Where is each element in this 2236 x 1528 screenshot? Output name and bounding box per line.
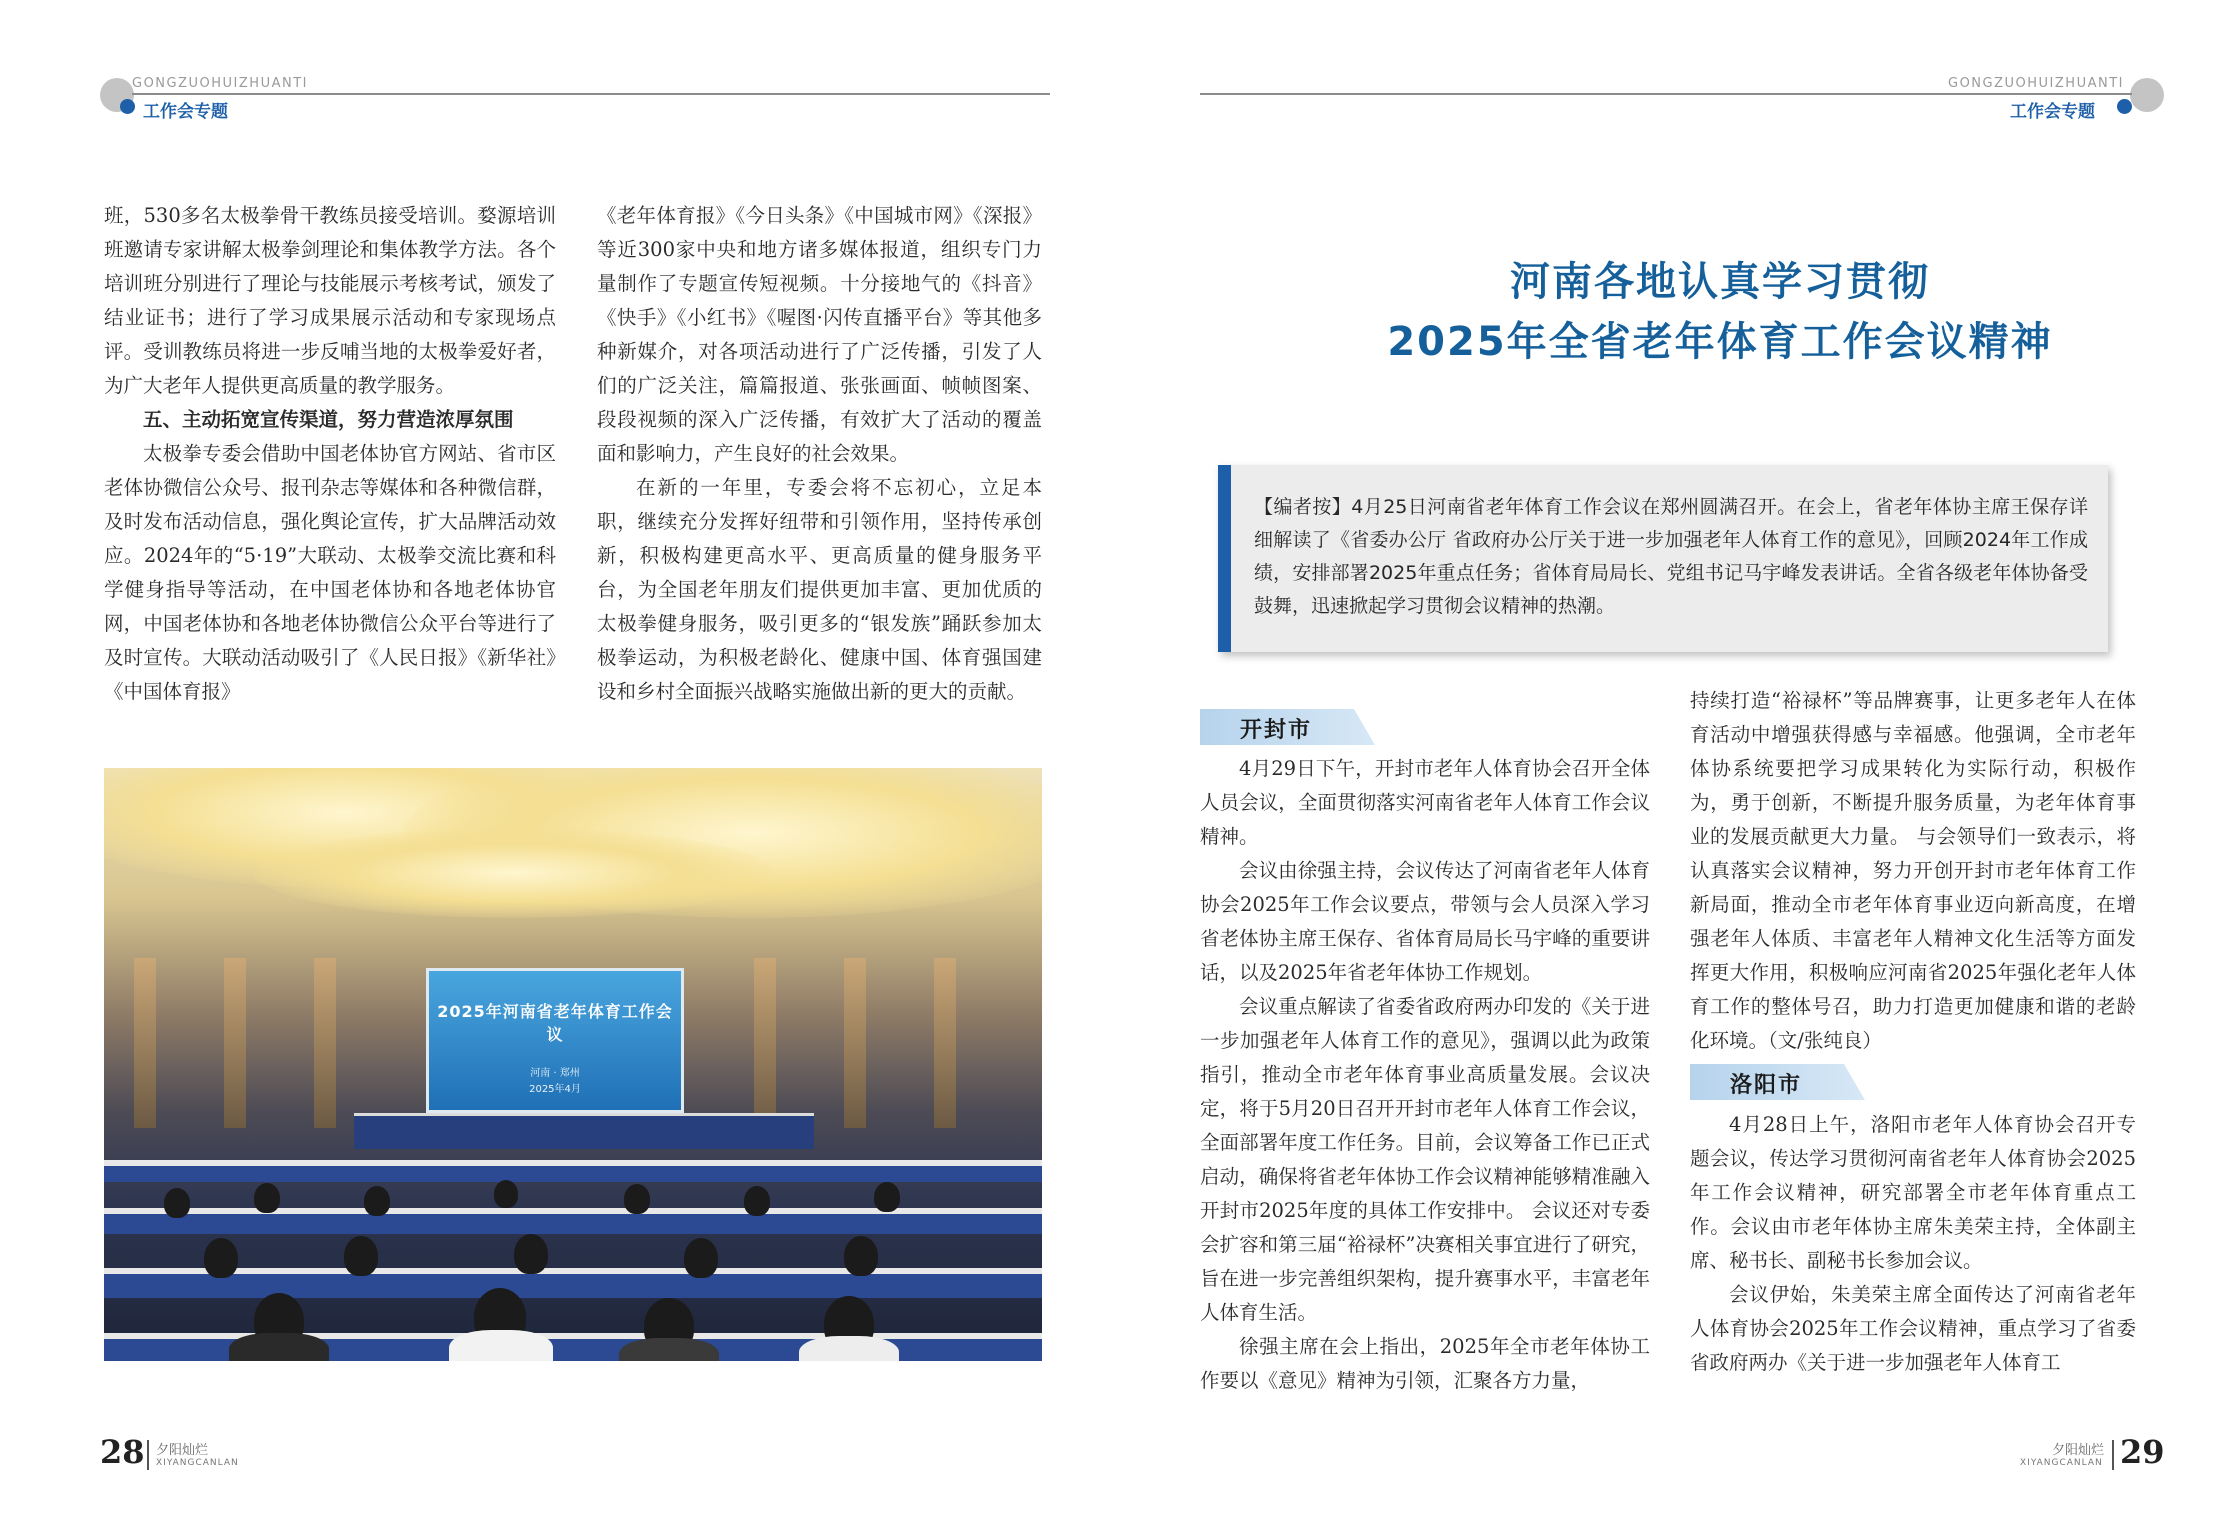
paragraph: 在新的一年里，专委会将不忘初心，立足本职，继续充分发挥好纽带和引领作用，坚持传承创新，积极构建更高水平、更高质量的健身服务平台，为全国老年朋友们提供更加丰富、更加优质的太极拳健身服务，吸引更多的“银发族”踊跃参加太极拳运动，为积极老龄化、健康中国、体育强国建设和乡村全面振兴战略实施做出新的更大的贡献。 bbox=[597, 476, 1042, 703]
wall-pillar bbox=[314, 958, 336, 1128]
header-dot-icon bbox=[2117, 99, 2132, 114]
chandelier bbox=[254, 828, 774, 918]
attendee-shirt bbox=[799, 1336, 899, 1361]
wall-pillar bbox=[844, 958, 866, 1128]
attendee bbox=[874, 1182, 900, 1212]
paragraph: 4月28日上午，洛阳市老年人体育协会召开专题会议，传达学习贯彻河南省老年人体育协会2025年工作会议精神，研究部署全市老年体育重点工作。会议由市老年体协主席朱美荣主持，全体副主席、秘书长、副秘书长参加会议。 bbox=[1690, 1113, 2136, 1272]
magazine-name-pinyin: XIYANGCANLAN bbox=[156, 1458, 239, 1468]
section-title: 工作会专题 bbox=[143, 102, 228, 122]
header-rule bbox=[1200, 93, 2132, 95]
editor-note-accent-bar bbox=[1218, 465, 1231, 652]
header-rule bbox=[132, 93, 1050, 95]
audience-table bbox=[104, 1208, 1042, 1234]
attendee bbox=[744, 1186, 770, 1216]
wall-pillar bbox=[224, 958, 246, 1128]
attendee bbox=[254, 1183, 280, 1213]
attendee bbox=[164, 1188, 190, 1218]
attendee-shirt bbox=[229, 1333, 329, 1361]
wall-pillar bbox=[934, 958, 956, 1128]
city-banner-kaifeng bbox=[1200, 709, 1375, 745]
paragraph: 太极拳专委会借助中国老体协官方网站、省市区老体协微信公众号、报刊杂志等媒体和各种微信群，及时发布活动信息，强化舆论宣传，扩大品牌活动效应。2024年的“5·19”大联动、太极拳交流比赛和科学健身指导等活动，在中国老体协和各地老体协官网，中国老体协和各地老体协微信公众平台等进行了及时宣传。大联动活动吸引了《人民日报》《新华社》《中国体育报》 bbox=[104, 442, 556, 703]
attendee bbox=[844, 1236, 878, 1276]
left-page-column-1 bbox=[104, 199, 556, 709]
header-circle-decoration bbox=[2130, 78, 2164, 112]
podium-table bbox=[354, 1113, 814, 1149]
attendee bbox=[364, 1186, 390, 1216]
header-pinyin: GONGZUOHUIZHUANTI bbox=[1948, 76, 2124, 91]
conference-photo bbox=[104, 768, 1042, 1361]
magazine-name: 夕阳灿烂 bbox=[2052, 1443, 2105, 1458]
city-banner-label: 洛阳市 bbox=[1730, 1073, 1803, 1098]
paragraph: 《老年体育报》《今日头条》《中国城市网》《深报》等近300家中央和地方诸多媒体报道，组织专门力量制作了专题宣传短视频。十分接地气的《抖音》《快手》《小红书》《喔图·闪传直播平台》等其他多种新媒介，对各项活动进行了广泛传播，引发了人们的广泛关注，篇篇报道、张张画面、帧帧图案、段段视频的深入广泛传播，有效扩大了活动的覆盖面和影响力，产生良好的社会效果。 bbox=[597, 204, 1042, 465]
magazine-name-pinyin: XIYANGCANLAN bbox=[2020, 1458, 2103, 1468]
screen-date: 2025年4月 bbox=[529, 1084, 581, 1095]
attendee-shirt bbox=[619, 1338, 719, 1361]
screen-title: 2025年河南省老年体育工作会议 bbox=[437, 1002, 673, 1044]
paragraph: 班，530多名太极拳骨干教练员接受培训。婺源培训班邀请专家讲解太极拳剑理论和集体教学方法。各个培训班分别进行了理论与技能展示考核考试，颁发了结业证书；进行了学习成果展示活动和专家现场点评。受训教练员将进一步反哺当地的太极拳爱好者，为广大老年人提供更高质量的教学服务。 bbox=[104, 204, 556, 397]
attendee bbox=[344, 1236, 378, 1276]
left-page-column-2 bbox=[597, 199, 1042, 709]
footer-divider bbox=[2112, 1440, 2114, 1470]
magazine-name: 夕阳灿烂 bbox=[156, 1443, 209, 1458]
audience-table bbox=[104, 1268, 1042, 1298]
footer-divider bbox=[147, 1440, 149, 1470]
right-page-column-2-luoyang bbox=[1690, 1108, 2136, 1380]
projection-screen bbox=[426, 968, 684, 1113]
attendee bbox=[204, 1238, 238, 1278]
attendee bbox=[514, 1234, 548, 1274]
article-title-line2: 2025年全省老年体育工作会议精神 bbox=[1387, 319, 2053, 365]
paragraph: 持续打造“裕禄杯”等品牌赛事，让更多老年人在体育活动中增强获得感与幸福感。他强调，全市老年体协系统要把学习成果转化为实际行动，积极作为，勇于创新，不断提升服务质量，为老年体育事业的发展贡献更大力量。 与会领导们一致表示，将认真落实会议精神，努力开创开封市老年体育工作新局面，推动全市老年体育事业迈向新高度，在增强老年人体质、丰富老年人精神文化生活等方面发挥更大作用，积极响应河南省2025年强化老年人体育工作的整体号召，助力打造更加健康和谐的老龄化环境。（文/张纯良） bbox=[1690, 689, 2136, 1052]
attendee bbox=[624, 1184, 650, 1214]
paragraph: 会议重点解读了省委省政府两办印发的《关于进一步加强老年人体育工作的意见》，强调以此为政策指引，推动全市老年体育事业高质量发展。会议决定，将于5月20日召开开封市老年人体育工作会议，全面部署年度工作任务。目前，会议筹备工作已正式启动，确保将省老年体协工作会议精神能够精准融入开封市2025年度的具体工作安排中。 会议还对专委会扩容和第三届“裕禄杯”决赛相关事宜进行了研究，旨在进一步完善组织架构，提升赛事水平，丰富老年人体育生活。 bbox=[1200, 995, 1650, 1324]
header-pinyin: GONGZUOHUIZHUANTI bbox=[132, 76, 308, 91]
city-banner-luoyang bbox=[1690, 1064, 1865, 1100]
wall-pillar bbox=[754, 958, 776, 1128]
header-dot-icon bbox=[120, 99, 135, 114]
article-title-line1: 河南各地认真学习贯彻 bbox=[1510, 259, 1930, 305]
audience-table bbox=[104, 1160, 1042, 1182]
page-number: 28 bbox=[100, 1433, 145, 1471]
paragraph: 会议由徐强主持，会议传达了河南省老年人体育协会2025年工作会议要点，带领与会人员深入学习省老体协主席王保存、省体育局局长马宇峰的重要讲话，以及2025年省老年体协工作规划。 bbox=[1200, 859, 1650, 984]
paragraph: 4月29日下午，开封市老年人体育协会召开全体人员会议，全面贯彻落实河南省老年人体育工作会议精神。 bbox=[1200, 757, 1650, 848]
screen-location: 河南 · 郑州 bbox=[530, 1068, 580, 1079]
attendee bbox=[684, 1238, 718, 1278]
right-page-column-1 bbox=[1200, 752, 1650, 1398]
paragraph: 会议伊始，朱美荣主席全面传达了河南省老年人体育协会2025年工作会议精神，重点学习了省委省政府两办《关于进一步加强老年人体育工 bbox=[1690, 1283, 2136, 1374]
right-page-column-2 bbox=[1690, 684, 2136, 1058]
subheading: 五、主动拓宽宣传渠道，努力营造浓厚氛围 bbox=[143, 408, 514, 431]
wall-pillar bbox=[134, 958, 156, 1128]
page-number: 29 bbox=[2120, 1433, 2165, 1471]
editor-note-box bbox=[1218, 465, 2108, 652]
attendee-shirt bbox=[449, 1330, 553, 1361]
section-title: 工作会专题 bbox=[2010, 102, 2095, 122]
city-banner-label: 开封市 bbox=[1240, 718, 1313, 743]
editor-note-text: 【编者按】4月25日河南省老年体育工作会议在郑州圆满召开。在会上，省老年体协主席王保存详细解读了《省委办公厅 省政府办公厅关于进一步加强老年人体育工作的意见》，回顾2024年工作成绩，安排部署2025年重点任务；省体育局局长、党组书记马宇峰发表讲话。全省各级老年体协备受鼓舞，迅速掀起学习贯彻会议精神的热潮。 bbox=[1254, 496, 2088, 617]
attendee bbox=[494, 1180, 518, 1208]
paragraph: 徐强主席在会上指出，2025年全市老年体协工作要以《意见》精神为引领，汇聚各方力量， bbox=[1200, 1335, 1650, 1392]
